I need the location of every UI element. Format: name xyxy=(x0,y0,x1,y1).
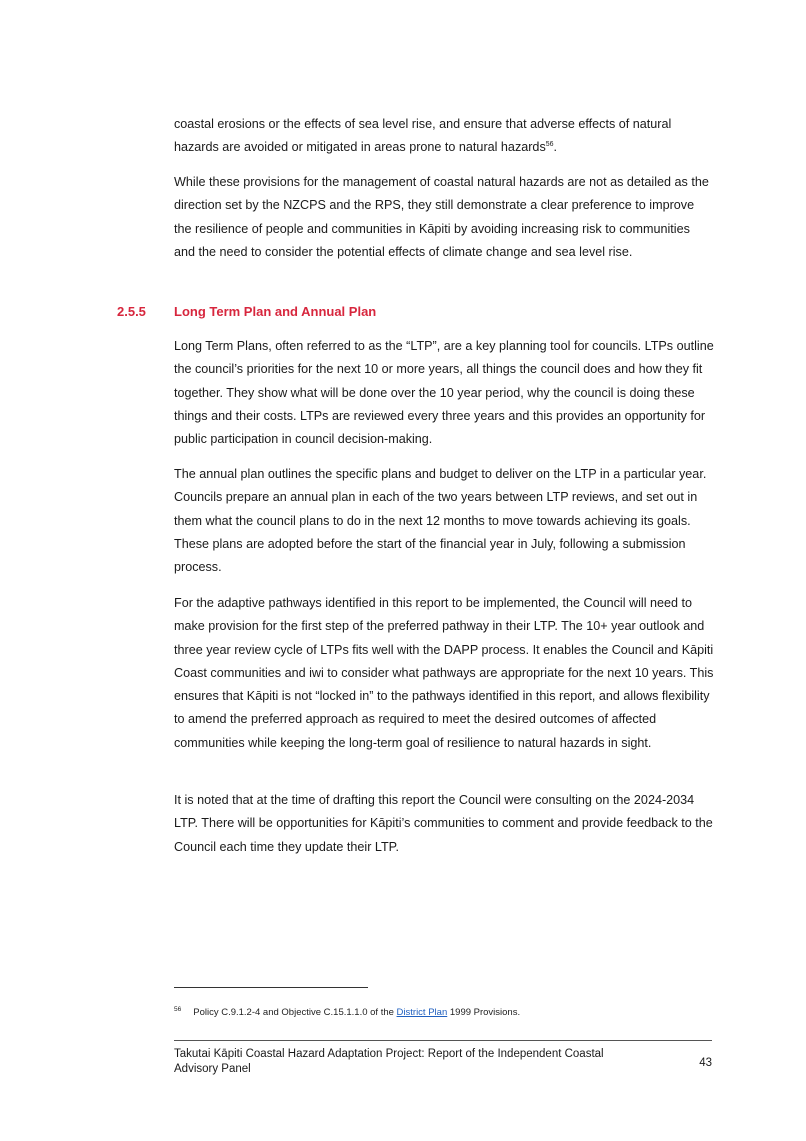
paragraph-long-term-plans: Long Term Plans, often referred to as the “LTP”, are a key planning tool for councils. LTPs outline the council’s priorities for the next 10 or more years, all things the council does and how they fit together. They show what will be done over the 10 year period, why the council is doing these things and their costs. LTPs are reviewed every three years and this provides an opportunity for public participation in council decision-making. xyxy=(174,339,714,447)
paragraph-coastal-erosion xyxy=(174,113,714,160)
section-number: 2.5.5 xyxy=(117,304,146,319)
footnote-divider xyxy=(174,987,368,988)
paragraph-end: . xyxy=(553,140,558,155)
district-plan-link[interactable]: District Plan xyxy=(396,1007,448,1019)
footnote-reference[interactable]: 56 xyxy=(545,141,554,149)
paragraph-consultation: It is noted that at the time of drafting this report the Council were consulting on the 2024-2034 LTP. There will be opportunities for Kāpiti’s communities to comment and provide feedback to the Council each time they update their LTP. xyxy=(174,793,713,854)
paragraph-annual-plan: The annual plan outlines the specific plans and budget to deliver on the LTP in a particular year. Councils prepare an annual plan in each of the two years between LTP reviews, and set out in them what the council plans to do in the next 12 months to move towards achieving its goals. These plans are adopted before the start of the financial year in July, following a submission process. xyxy=(174,467,707,575)
footer-divider xyxy=(174,1040,712,1041)
footnote xyxy=(174,1003,714,1020)
paragraph-adaptive-pathways: For the adaptive pathways identified in this report to be implemented, the Council will need to make provision for the first step of the preferred pathway in their LTP. The 10+ year outlook and three year review cycle of LTPs fits well with the DAPP process. It enables the Council and Kāpiti Coast communities and iwi to consider what pathways are appropriate for the next 10 years. This ensures that Kāpiti is not “locked in” to the pathways identified in this report, and allows flexibility to amend the preferred approach as required to meet the desired outcomes of affected communities while keeping the long-term goal of resilience to natural hazards in sight. xyxy=(174,596,714,750)
footnote-mark: 56 xyxy=(174,1006,182,1013)
paragraph-provisions: While these provisions for the management of coastal natural hazards are not as detailed as the direction set by the NZCPS and the RPS, they still demonstrate a clear preference to improve the resilience of people and communities in Kāpiti by avoiding increasing risk to communities and the need to consider the potential effects of climate change and sea level rise. xyxy=(174,175,709,259)
footnote-text-before: Policy C.9.1.2-4 and Objective C.15.1.1.0 of the xyxy=(193,1007,397,1019)
footer-report-title: Takutai Kāpiti Coastal Hazard Adaptation Project: Report of the Independent Coastal Advisory Panel xyxy=(174,1048,604,1075)
section-heading: Long Term Plan and Annual Plan xyxy=(174,304,377,319)
page-number: 43 xyxy=(699,1057,712,1069)
paragraph-text: coastal erosions or the effects of sea level rise, and ensure that adverse effects of natural hazards are avoided or mitigated in areas prone to natural hazards xyxy=(174,117,672,155)
footnote-text-after: 1999 Provisions. xyxy=(447,1007,521,1019)
